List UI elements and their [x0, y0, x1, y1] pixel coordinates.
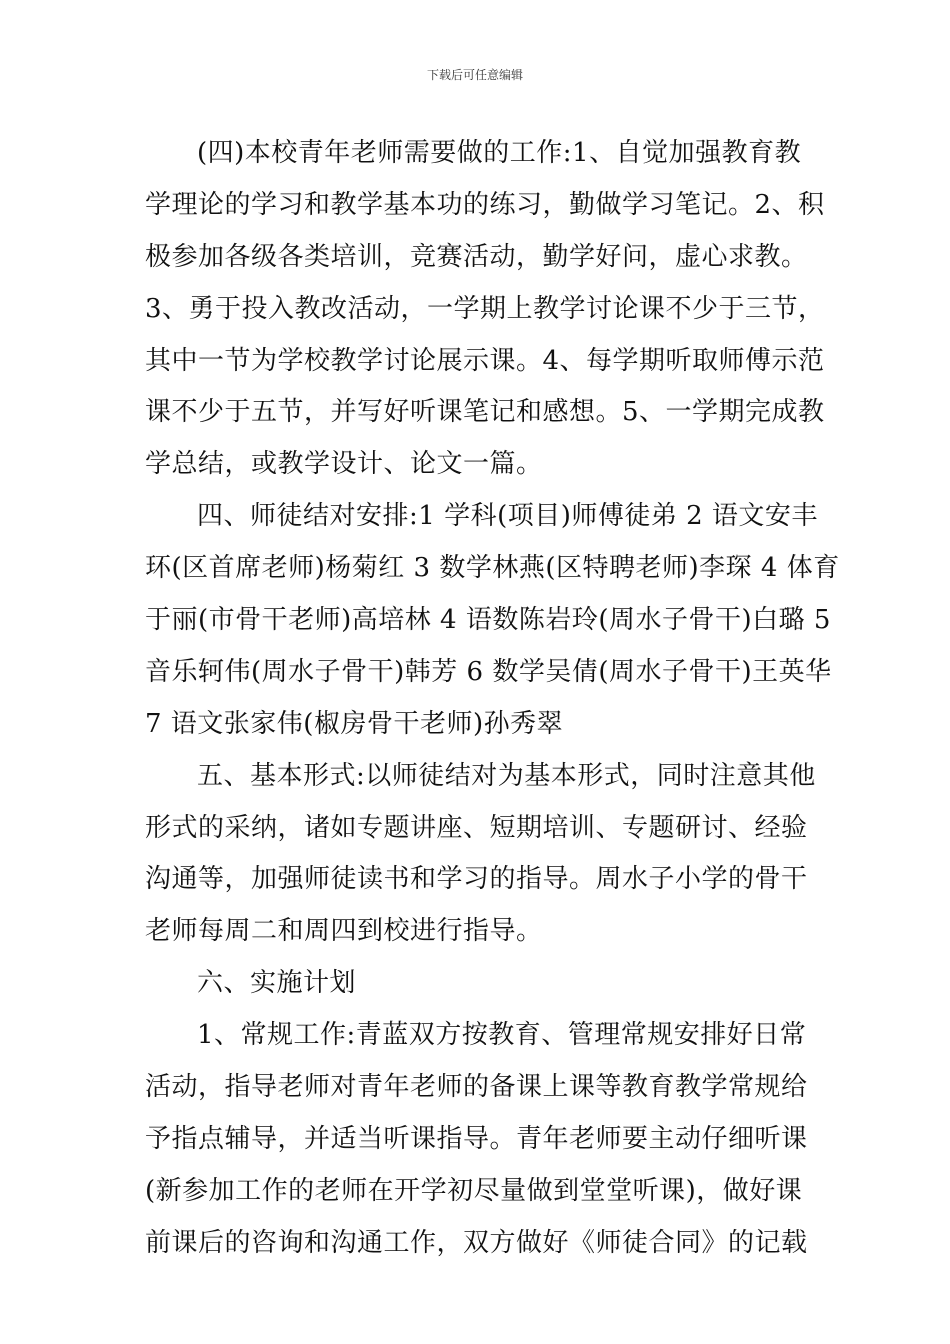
text-line: 活动，指导老师对青年老师的备课上课等教育教学常规给: [145, 1072, 808, 1103]
text-line: 形式的采纳，诸如专题讲座、短期培训、专题研讨、经验: [145, 812, 808, 843]
text-line: 五、基本形式:以师徒结对为基本形式，同时注意其他: [197, 760, 816, 791]
text-line: 7 语文张家伟(椒房骨干老师)孙秀翠: [145, 708, 564, 739]
text-line: (新参加工作的老师在开学初尽量做到堂堂听课)，做好课: [145, 1175, 803, 1206]
document-body: [145, 128, 840, 1270]
text-line: 四、师徒结对安排:1 学科(项目)师傅徒弟 2 语文安丰: [197, 501, 818, 532]
text-line: 其中一节为学校教学讨论展示课。4、每学期听取师傅示范: [145, 345, 825, 376]
text-line: 极参加各级各类培训，竞赛活动，勤学好问，虚心求教。: [145, 241, 808, 272]
text-line: 前课后的咨询和沟通工作，双方做好《师徒合同》的记载: [145, 1227, 808, 1258]
text-line: 环(区首席老师)杨菊红 3 数学林燕(区特聘老师)李琛 4 体育: [145, 553, 840, 584]
text-line: 学总结，或教学设计、论文一篇。: [145, 449, 543, 480]
text-line: 老师每周二和周四到校进行指导。: [145, 916, 543, 947]
text-line: (四)本校青年老师需要做的工作:1、自觉加强教育教: [197, 138, 802, 168]
text-line: 予指点辅导，并适当听课指导。青年老师要主动仔细听课: [145, 1123, 808, 1154]
text-line: 1、常规工作:青蓝双方按教育、管理常规安排好日常: [197, 1020, 807, 1051]
header-note: 下载后可任意编辑: [426, 68, 523, 82]
text-line: 于丽(市骨干老师)高培林 4 语数陈岩玲(周水子骨干)白璐 5: [145, 605, 831, 636]
text-line: 音乐轲伟(周水子骨干)韩芳 6 数学吴倩(周水子骨干)王英华: [145, 656, 832, 687]
text-line: 沟通等，加强师徒读书和学习的指导。周水子小学的骨干: [145, 864, 808, 895]
text-line: 课不少于五节，并写好听课笔记和感想。5、一学期完成教: [145, 397, 825, 428]
text-line: 六、实施计划: [197, 968, 357, 999]
text-line: 3、勇于投入教改活动，一学期上教学讨论课不少于三节，: [145, 293, 825, 324]
text-line: 学理论的学习和教学基本功的练习，勤做学习笔记。2、积: [145, 189, 825, 220]
